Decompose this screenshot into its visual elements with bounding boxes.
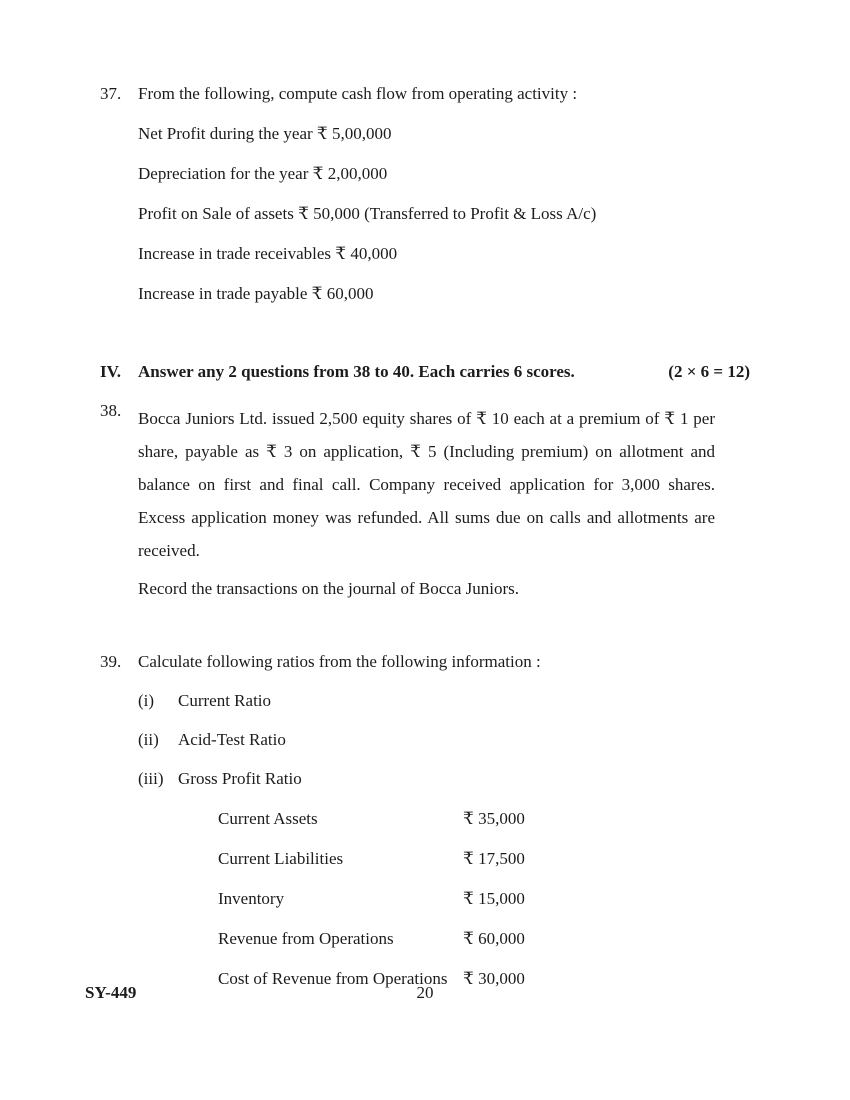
section-heading — [100, 363, 750, 380]
question-body — [138, 653, 750, 987]
section-number: IV. — [100, 362, 121, 381]
question-number: 38. — [100, 401, 122, 420]
list-item: Profit on Sale of assets ₹ 50,000 (Transferred to Profit & Loss A/c) — [138, 204, 597, 223]
row-indent — [138, 850, 218, 867]
table-label: Inventory — [218, 889, 285, 908]
question-39 — [100, 653, 750, 987]
sub-question-text: Gross Profit Ratio — [178, 769, 302, 788]
question-37 — [100, 85, 750, 302]
question-body — [138, 85, 750, 302]
sub-question-text: Acid-Test Ratio — [178, 730, 286, 749]
section-score: (2 × 6 = 12) — [668, 362, 750, 381]
table-label: Cost of Revenue from Operations — [218, 969, 448, 988]
sub-question-label: (iii) — [138, 769, 164, 788]
figures-table — [138, 810, 750, 987]
sub-question-label: (ii) — [138, 730, 159, 749]
page-number: 20 — [416, 983, 434, 1002]
sub-question-text: Current Ratio — [178, 691, 272, 710]
table-value: ₹ 17,500 — [463, 849, 525, 868]
table-row — [138, 930, 750, 947]
table-label: Current Liabilities — [218, 849, 344, 868]
sub-question-label: (i) — [138, 691, 155, 710]
question-38 — [100, 402, 750, 605]
question-text: From the following, compute cash flow from operating activity : — [138, 84, 578, 103]
question-body — [138, 402, 750, 605]
list-item: Net Profit during the year ₹ 5,00,000 — [138, 124, 392, 143]
question-text: Bocca Juniors Ltd. issued 2,500 equity shares of ₹ 10 each at a premium of ₹ 1 per share, payable as ₹ 3 on application, ₹ 5 (Including premium) on allotment and balance on first and final call. Company received application for 3,000 shares. Excess application money was refunded. All sums due on calls and allotments are received. — [138, 409, 715, 560]
sub-question — [138, 770, 750, 787]
table-value: ₹ 15,000 — [463, 889, 525, 908]
table-value: ₹ 30,000 — [463, 969, 525, 988]
question-number: 37. — [100, 84, 122, 103]
paper-code: SY-449 — [85, 983, 137, 1002]
list-item: Increase in trade payable ₹ 60,000 — [138, 284, 374, 303]
question-text-continued: Record the transactions on the journal of Bocca Juniors. — [138, 579, 519, 598]
sub-question — [138, 731, 750, 748]
row-indent — [138, 810, 218, 827]
section-instruction: Answer any 2 questions from 38 to 40. Each carries 6 scores. — [138, 362, 575, 381]
row-indent — [138, 930, 218, 947]
question-text: Calculate following ratios from the following information : — [138, 652, 541, 671]
sub-question — [138, 692, 750, 709]
table-value: ₹ 60,000 — [463, 929, 525, 948]
section-heading-left — [100, 363, 575, 380]
table-value: ₹ 35,000 — [463, 809, 525, 828]
table-row — [138, 810, 750, 827]
list-item: Depreciation for the year ₹ 2,00,000 — [138, 164, 388, 183]
table-row — [138, 850, 750, 867]
table-row — [138, 890, 750, 907]
list-item: Increase in trade receivables ₹ 40,000 — [138, 244, 398, 263]
row-indent — [138, 890, 218, 907]
question-number: 39. — [100, 652, 122, 671]
table-label: Current Assets — [218, 809, 318, 828]
table-label: Revenue from Operations — [218, 929, 394, 948]
